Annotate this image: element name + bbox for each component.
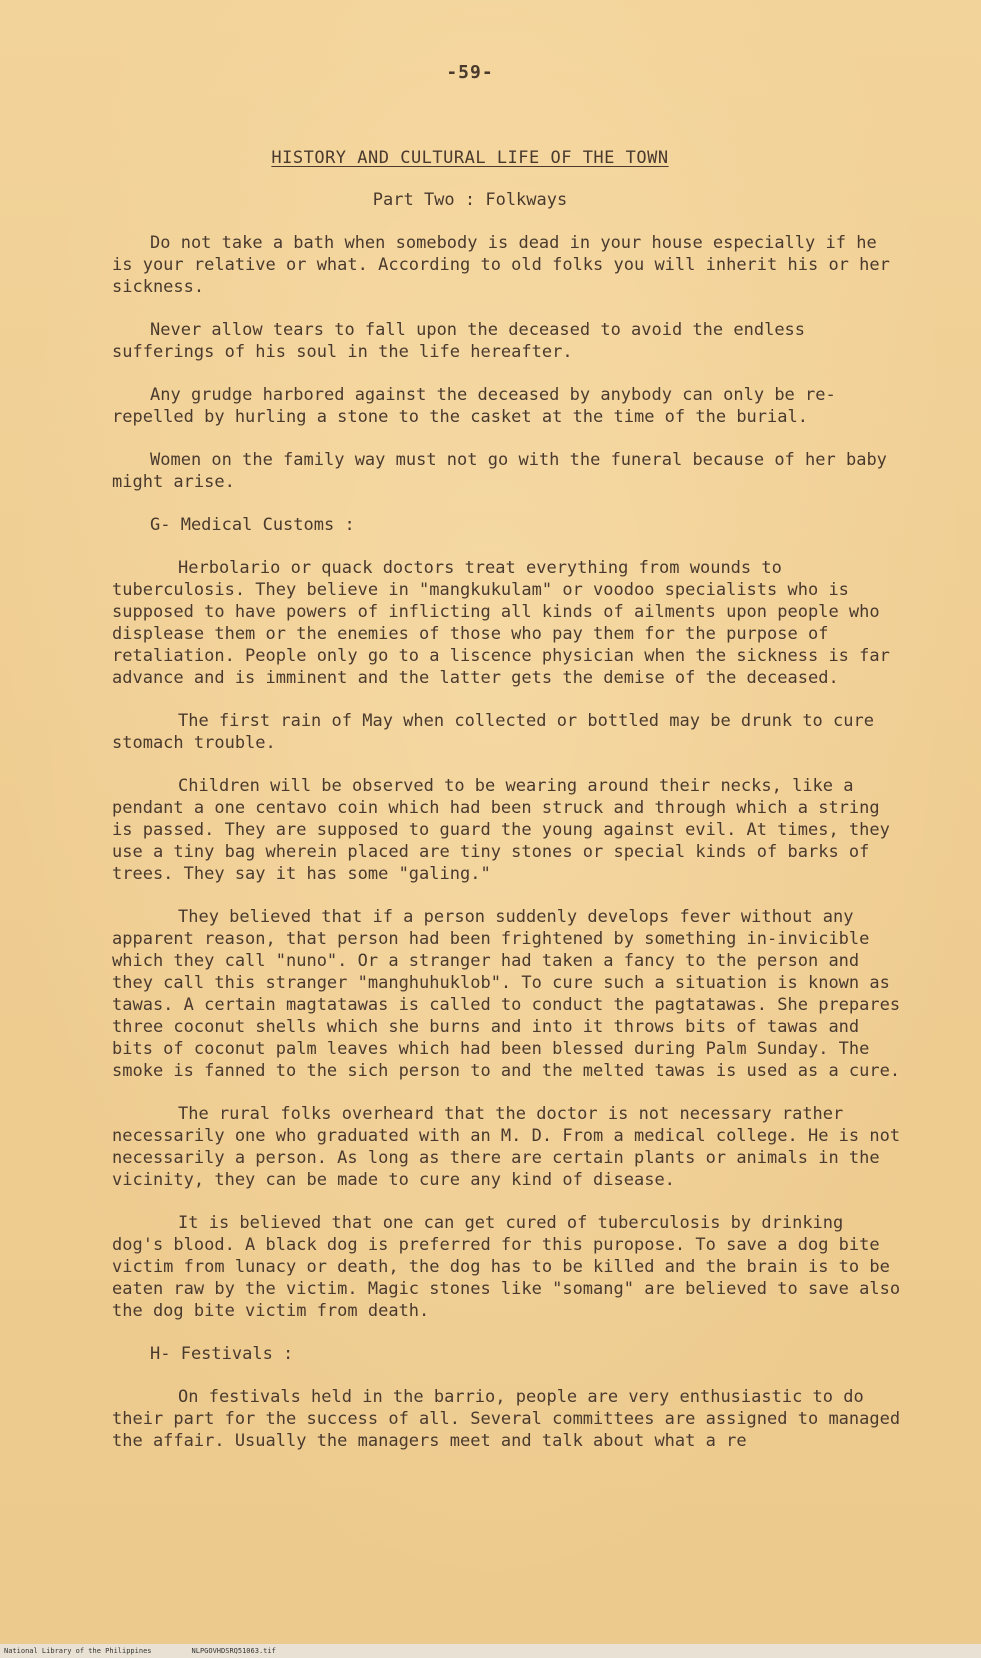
scan-footer (0, 1644, 981, 1658)
footer-library: National Library of the Philippines (4, 1647, 152, 1655)
footer-file: NLPGOVHDSRQ51063.tif (191, 1647, 276, 1655)
paragraph: The rural folks overheard that the doctor is not necessary rather necessarily one who graduated with an M. D. From a medical college. He is not necessarily a person. As long as there are certain plants or animals in the vicinity, they can be made to cure any kind of disease. (112, 1104, 911, 1190)
paragraph: On festivals held in the barrio, people are very enthusiastic to do their part for the success of all. Several committees are assigned to managed the affair. Usually the managers meet and talk about what a re (112, 1387, 911, 1451)
paragraph: Do not take a bath when somebody is dead in your house especially if he is your relative or what. According to old folks you will inherit his or her sickness. (112, 233, 901, 297)
paragraph: Women on the family way must not go with the funeral because of her baby might arise. (112, 450, 898, 492)
page-title: HISTORY AND CULTURAL LIFE OF THE TOWN (271, 148, 669, 168)
paragraph: Any grudge harbored against the deceased by anybody can only be re-repelled by hurling a stone to the casket at the time of the burial. (112, 385, 836, 427)
paragraph: Herbolario or quack doctors treat everything from wounds to tuberculosis. They believe in "mangkukulam" or voodoo specialists who is supposed to have powers of inflicting all kinds of ailments upon people who displease them or the enemies of those who pay them for the purpose of retaliation. People only go to a liscence physician when the sickness is far advance and is imminent and the latter gets the demise of the deceased. (112, 558, 901, 688)
paragraph: Children will be observed to be wearing around their necks, like a pendant a one centavo coin which had been struck and through which a string is passed. They are supposed to guard the young against evil. At times, they use a tiny bag wherein placed are tiny stones or special kinds of barks of trees. They say it has some "galing." (112, 776, 901, 884)
section-heading-medical-customs: G- Medical Customs : (150, 515, 355, 535)
paragraph: They believed that if a person suddenly develops fever without any apparent reason, that person had been frightened by something in-invicible which they call "nuno". Or a stranger had taken a fancy to the person and they call this stranger "manghuhuklob". To cure such a situation is known as tawas. A certain magtatawas is called to conduct the pagtatawas. She prepares three coconut shells which she burns and into it throws bits of tawas and bits of coconut palm leaves which had been blessed during Palm Sunday. The smoke is fanned to the sich person to and the melted tawas is used as a cure. (112, 907, 911, 1081)
paragraph: It is believed that one can get cured of tuberculosis by drinking dog's blood. A black dog is preferred for this puropose. To save a dog bite victim from lunacy or death, the dog has to be killed and the brain is to be eaten raw by the victim. Magic stones like "somang" are believed to save also the dog bite victim from death. (112, 1213, 911, 1321)
document-body (112, 232, 911, 1473)
section-heading-festivals: H- Festivals : (150, 1344, 294, 1364)
paragraph: The first rain of May when collected or bottled may be drunk to cure stomach trouble. (112, 711, 885, 753)
page-number: -59- (446, 62, 494, 83)
paragraph: Never allow tears to fall upon the deceased to avoid the endless sufferings of his soul in the life hereafter. (112, 320, 816, 362)
page-subtitle: Part Two : Folkways (372, 190, 568, 210)
